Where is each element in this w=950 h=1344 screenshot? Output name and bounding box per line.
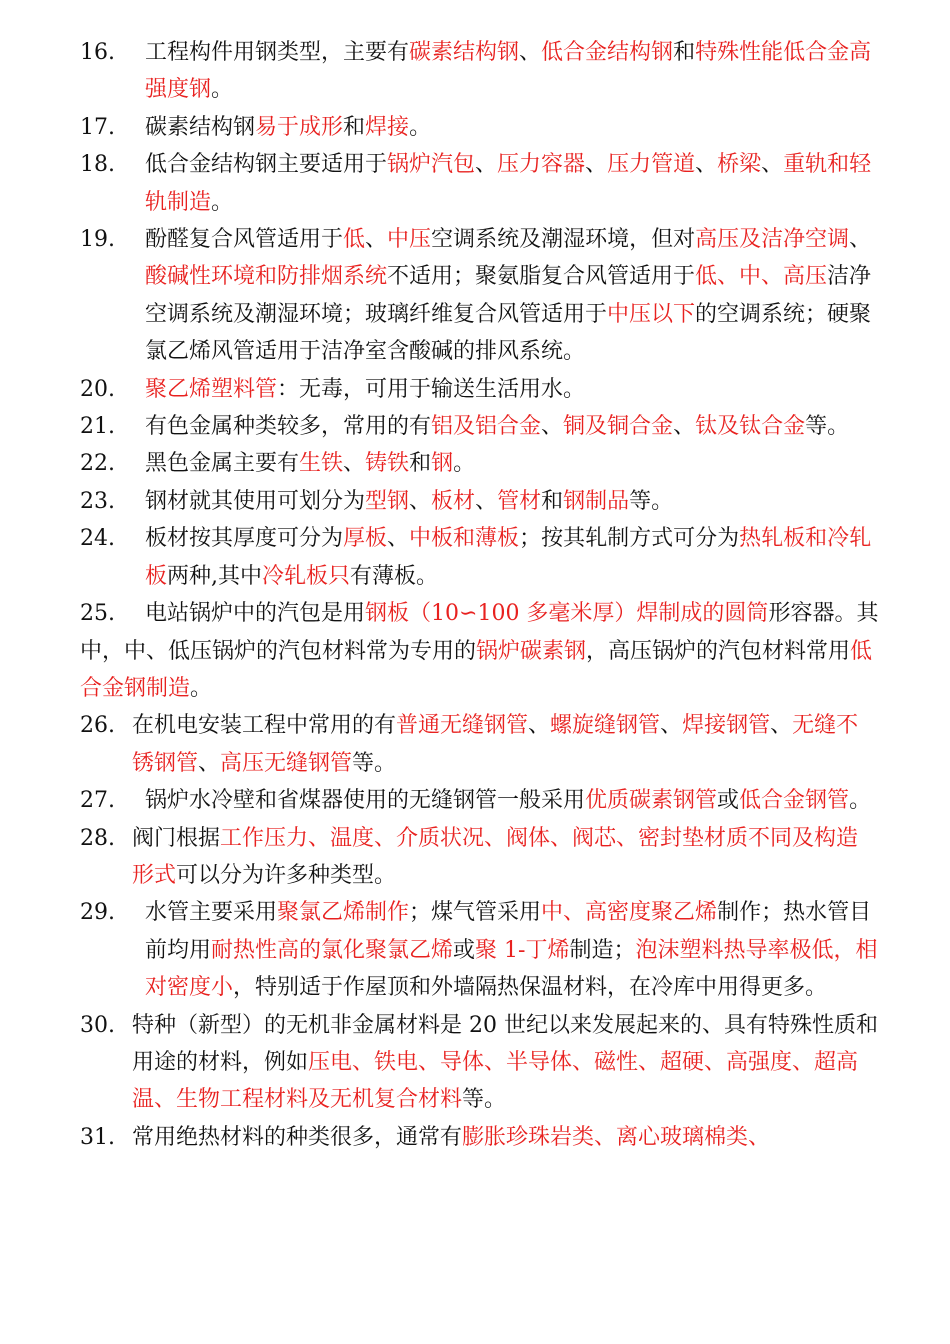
list-item — [80, 820, 880, 895]
list-item — [80, 1119, 880, 1156]
item-text — [145, 483, 880, 520]
body-text: 。 — [453, 451, 476, 477]
highlighted-text: 低 — [343, 227, 366, 253]
item-number: 30. — [80, 1012, 115, 1038]
body-text: 制造； — [569, 937, 636, 963]
body-text: 、 — [528, 713, 551, 739]
highlighted-text: 焊接钢管 — [682, 713, 771, 739]
highlighted-text: 热轧板和冷轧板 — [145, 526, 872, 589]
item-number: 16. — [80, 40, 115, 65]
highlighted-text: 优质碳素钢管 — [585, 788, 718, 814]
highlighted-text: 聚 1-丁烯 — [475, 937, 570, 963]
highlighted-text: 泡沫塑料热导率极低，相对密度小 — [145, 937, 878, 1001]
highlighted-text: 螺旋缝钢管 — [550, 713, 661, 739]
item-text — [145, 34, 880, 109]
body-text: 钢材就其使用可划分为 — [145, 488, 366, 514]
body-text: ；煤气管采用 — [409, 900, 542, 926]
item-text — [145, 109, 880, 146]
list-item — [80, 520, 880, 595]
highlighted-text: 碳素结构钢 — [409, 40, 520, 65]
list-item — [80, 483, 880, 520]
highlighted-text: 高压及洁净空调 — [695, 227, 850, 253]
highlighted-text: 低合金钢管 — [739, 788, 850, 814]
item-text — [80, 408, 880, 445]
body-text: 、 — [198, 750, 221, 776]
item-text — [80, 595, 880, 707]
body-text: 和 — [409, 451, 432, 477]
body-text: 、 — [343, 451, 366, 477]
body-text: 等。 — [462, 1087, 507, 1113]
list-item — [80, 146, 880, 221]
body-text: 可以分为许多种类型。 — [176, 862, 397, 888]
highlighted-text: 压力容器 — [497, 152, 586, 178]
item-number: 23. — [80, 488, 115, 514]
highlighted-text: 酸碱性环境和防排烟系统 — [145, 264, 388, 290]
list-item — [80, 109, 880, 146]
item-text — [145, 445, 880, 482]
highlighted-text: 中板和薄板 — [409, 526, 520, 552]
body-text: 电站锅炉中的汽包是用 — [145, 601, 366, 627]
highlighted-text: 低合金结构钢 — [541, 40, 674, 65]
highlighted-text: 压电、铁电、导体、半导体、磁性、超硬、高强度、超高温、生物工程材料及无机复合材料 — [132, 1049, 859, 1113]
item-number: 22. — [80, 451, 115, 477]
list-item — [80, 707, 880, 782]
body-text: 、 — [770, 713, 793, 739]
body-text: 洁净空调系统及潮湿环境；玻璃纤维复合风管适用于 — [145, 264, 872, 327]
highlighted-text: 板材 — [431, 488, 476, 514]
item-text — [132, 1119, 880, 1156]
body-text: 有薄板。 — [350, 563, 439, 589]
body-text: 。 — [211, 77, 234, 103]
body-text: 或 — [717, 788, 740, 814]
body-text: 在机电安装工程中常用的有 — [132, 713, 397, 739]
list-item — [80, 445, 880, 482]
body-text: ；按其轧制方式可分为 — [519, 526, 740, 552]
body-text: 、 — [475, 488, 498, 514]
item-text — [145, 520, 880, 595]
item-number: 18. — [80, 152, 115, 178]
item-text — [145, 146, 880, 221]
body-text: 等。 — [805, 414, 850, 440]
body-text: 、 — [673, 414, 696, 440]
list-item — [80, 371, 880, 408]
item-number: 24. — [80, 526, 115, 552]
document-body — [80, 34, 880, 1156]
body-text: 。 — [409, 114, 432, 140]
highlighted-text: 管材 — [497, 488, 542, 514]
body-text: 有色金属种类较多，常用的有 — [145, 414, 432, 440]
body-text: 、 — [761, 152, 784, 178]
body-text: 碳素结构钢 — [145, 114, 256, 140]
highlighted-text: 重轨和轻轨制造 — [145, 152, 872, 215]
highlighted-text: 低合金钢制造 — [80, 638, 873, 701]
body-text: 、 — [585, 152, 608, 178]
body-text: ：无毒，可用于输送生活用水。 — [277, 376, 586, 402]
highlighted-text: 工作压力、温度、介质状况、阀体、阀芯、密封垫材质不同及构造形式 — [132, 825, 859, 888]
item-number: 31. — [80, 1124, 115, 1150]
body-text: 形容器。其中，中、低压锅炉的汽包材料常为专用的 — [80, 601, 879, 664]
body-text: 阀门根据 — [132, 825, 221, 851]
list-item — [80, 408, 880, 445]
item-text — [145, 371, 880, 408]
highlighted-text: 聚乙烯塑料管 — [145, 376, 278, 402]
body-text: 制作；热水管目前均用 — [145, 900, 872, 963]
item-text — [132, 820, 880, 895]
highlighted-text: 钛及钛合金 — [695, 414, 806, 440]
highlighted-text: 铝及铝合金 — [431, 414, 542, 440]
list-item — [80, 782, 880, 819]
list-item — [80, 894, 880, 1006]
body-text: 等。 — [629, 488, 674, 514]
body-text: 不适用；聚氨脂复合风管适用于 — [387, 264, 696, 290]
body-text: 、 — [365, 227, 388, 253]
body-text: 水管主要采用 — [145, 900, 278, 926]
highlighted-text: 焊接 — [365, 114, 410, 140]
body-text: 、 — [695, 152, 718, 178]
highlighted-text: 高压无缝钢管 — [220, 750, 353, 776]
list-item — [80, 595, 880, 707]
highlighted-text: 无缝不锈钢管 — [132, 713, 859, 776]
body-text: 。 — [849, 788, 872, 814]
body-text: ，特别适于作屋顶和外墙隔热保温材料，在冷库中用得更多。 — [233, 975, 828, 1001]
highlighted-text: 聚氯乙烯制作 — [277, 900, 410, 926]
highlighted-text: 锅炉碳素钢 — [476, 638, 587, 664]
item-number: 21. — [80, 414, 115, 440]
body-text: 的空调系统；硬聚氯乙烯风管适用于洁净室含酸碱的排风系统。 — [145, 301, 872, 365]
body-text: 、 — [387, 526, 410, 552]
body-text: 等。 — [352, 750, 397, 776]
body-text: 和 — [673, 40, 696, 65]
highlighted-text: 中、高密度聚乙烯 — [541, 900, 718, 926]
highlighted-text: 膨胀珍珠岩类、离心玻璃棉类、 — [462, 1124, 771, 1150]
highlighted-text: 生铁 — [299, 451, 344, 477]
highlighted-text: 中压 — [387, 227, 432, 253]
body-text: 、 — [541, 414, 564, 440]
item-text — [132, 707, 880, 782]
body-text: 黑色金属主要有 — [145, 451, 300, 477]
body-text: 、 — [660, 713, 683, 739]
list-item — [80, 34, 880, 109]
highlighted-text: 厚板 — [343, 526, 388, 552]
highlighted-text: 易于成形 — [255, 114, 344, 140]
body-text: 空调系统及潮湿环境，但对 — [431, 227, 696, 253]
highlighted-text: 中压以下 — [607, 301, 696, 327]
list-item — [80, 221, 880, 371]
body-text: 。 — [190, 675, 213, 701]
highlighted-text: 钢制品 — [563, 488, 630, 514]
item-number: 29. — [80, 900, 115, 926]
body-text: 工程构件用钢类型，主要有 — [145, 40, 410, 65]
body-text: 和 — [541, 488, 564, 514]
body-text: 、 — [475, 152, 498, 178]
item-text — [145, 894, 880, 1006]
item-text — [132, 1007, 880, 1119]
body-text: 或 — [453, 937, 476, 963]
highlighted-text: 普通无缝钢管 — [396, 713, 529, 739]
body-text: 和 — [343, 114, 366, 140]
item-number: 20. — [80, 376, 115, 402]
highlighted-text: 低、中、高压 — [695, 264, 828, 290]
list-item — [80, 1007, 880, 1119]
highlighted-text: 耐热性高的氯化聚氯乙烯 — [211, 937, 454, 963]
highlighted-text: 冷轧板只 — [262, 563, 351, 589]
body-text: 、 — [409, 488, 432, 514]
body-text: 板材按其厚度可分为 — [145, 526, 344, 552]
highlighted-text: 铸铁 — [365, 451, 410, 477]
body-text: 特种（新型）的无机非金属材料是 20 世纪以来发展起来的、具有特殊性质和用途的材料，例如 — [132, 1012, 878, 1075]
highlighted-text: 桥梁 — [717, 152, 762, 178]
highlighted-text: 铜及铜合金 — [563, 414, 674, 440]
item-text — [80, 782, 880, 819]
highlighted-text: 压力管道 — [607, 152, 696, 178]
item-number: 28. — [80, 825, 115, 851]
item-number: 27. — [80, 788, 115, 814]
body-text: 两种,其中 — [167, 563, 263, 589]
body-text: 常用绝热材料的种类很多，通常有 — [132, 1124, 463, 1150]
body-text: 酚醛复合风管适用于 — [145, 227, 344, 253]
highlighted-text: 特殊性能低合金高强度钢 — [145, 40, 872, 103]
highlighted-text: 锅炉汽包 — [387, 152, 476, 178]
item-number: 19. — [80, 227, 115, 253]
item-number: 17. — [80, 114, 115, 140]
item-number: 26. — [80, 713, 115, 739]
highlighted-text: 钢 — [431, 451, 454, 477]
body-text: 、 — [519, 40, 542, 65]
item-text — [145, 221, 880, 371]
body-text: 。 — [211, 189, 234, 215]
body-text: 锅炉水冷壁和省煤器使用的无缝钢管一般采用 — [145, 788, 586, 814]
body-text: ，高压锅炉的汽包材料常用 — [586, 638, 851, 664]
body-text: 低合金结构钢主要适用于 — [145, 152, 388, 178]
highlighted-text: 型钢 — [365, 488, 410, 514]
highlighted-text: 钢板（10∽100 多毫米厚）焊制成的圆筒 — [365, 601, 769, 627]
item-number: 25. — [80, 601, 115, 627]
body-text: 、 — [849, 227, 872, 253]
